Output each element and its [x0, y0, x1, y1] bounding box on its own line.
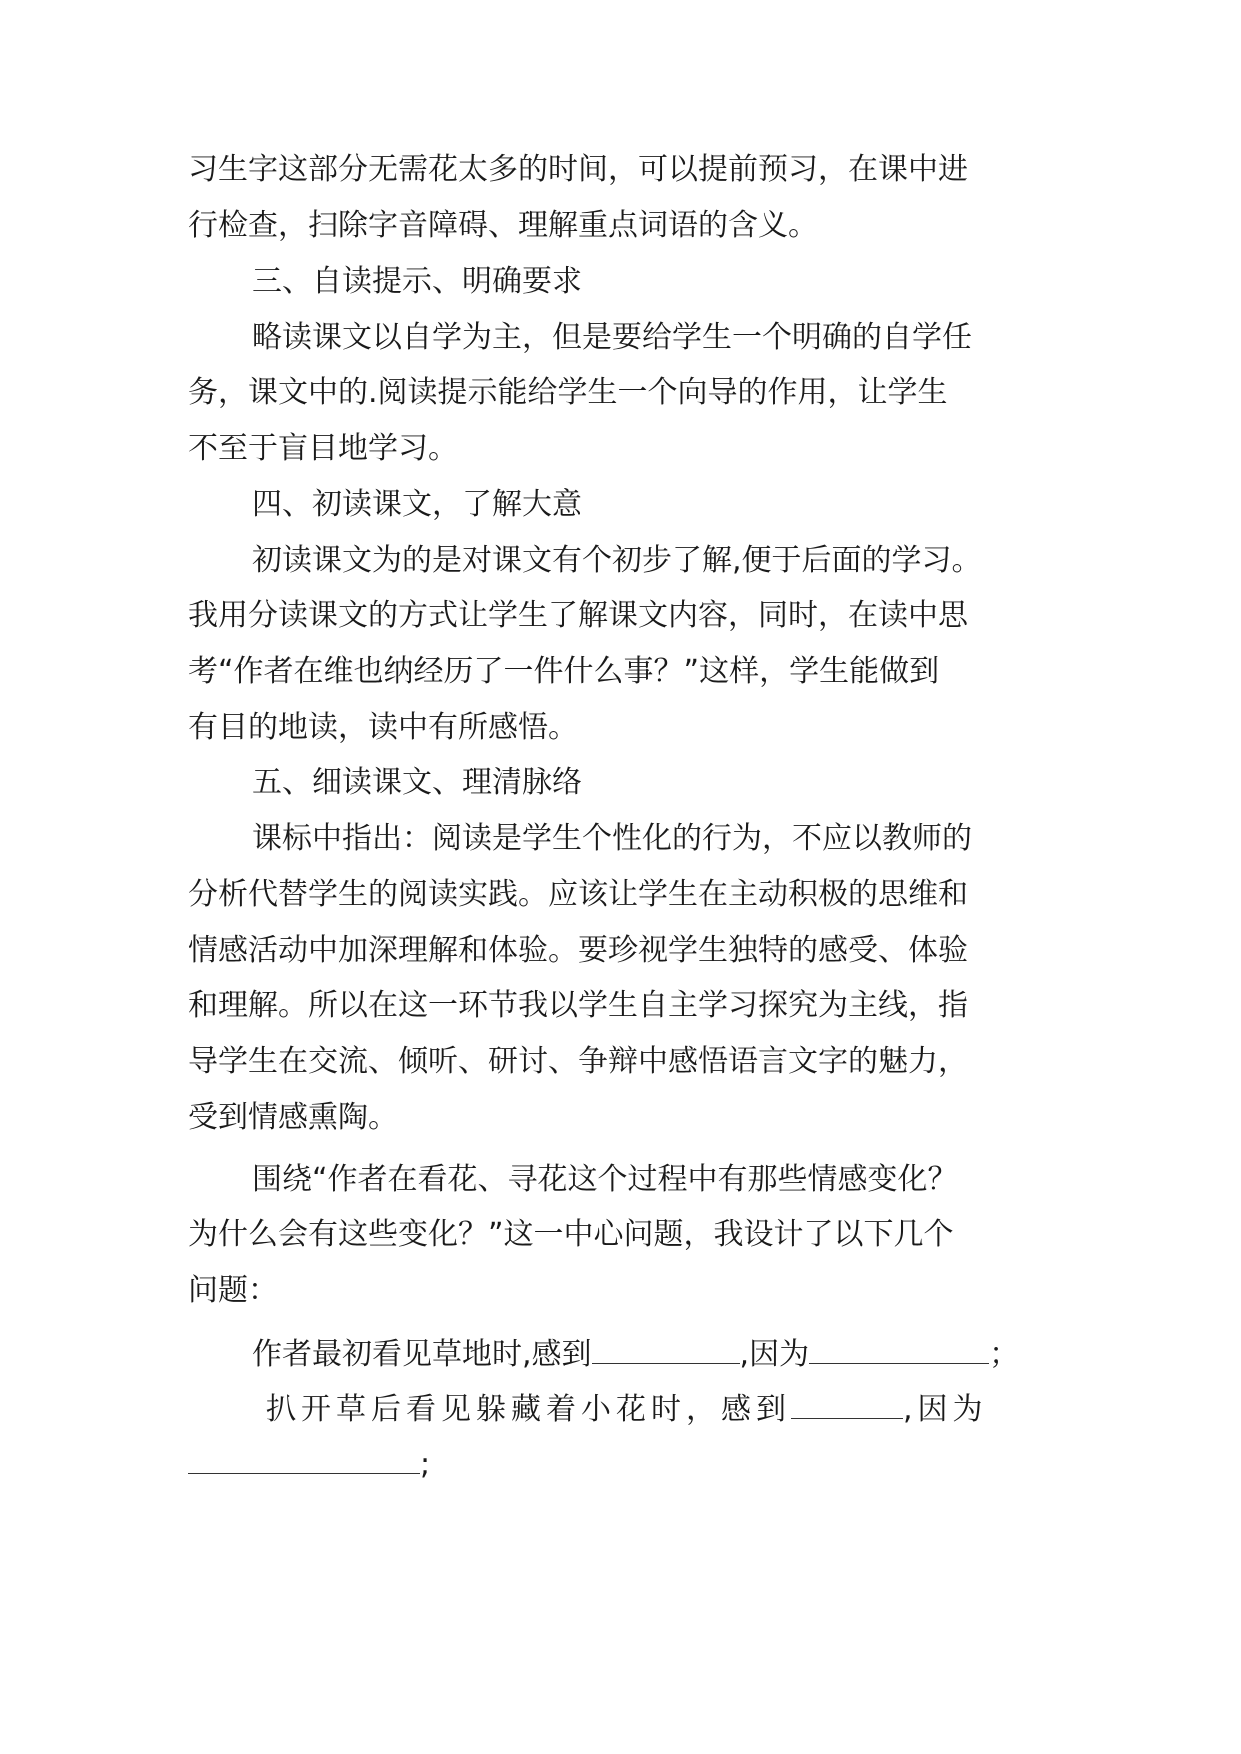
section-heading: 四、初读课文，了解大意 [252, 487, 582, 522]
fill-in-question-2 [266, 1388, 988, 1430]
answer-blank-2b [188, 1443, 420, 1474]
answer-blank-2a [791, 1388, 903, 1419]
paragraph-line: 课标中指出：阅读是学生个性化的行为，不应以教师的 [252, 821, 972, 856]
answer-blank-1a [592, 1333, 740, 1364]
question-2-end: ; [420, 1447, 431, 1482]
paragraph-line: 我用分读课文的方式让学生了解课文内容，同时，在读中思 [188, 598, 968, 633]
section-heading: 五、细读课文、理清脉络 [252, 765, 582, 800]
paragraph-line: 分析代替学生的阅读实践。应该让学生在主动积极的思维和 [188, 877, 968, 912]
question-1-mid: ,因为 [739, 1337, 810, 1372]
answer-blank-1b [809, 1333, 989, 1364]
paragraph-line: 和理解。所以在这一环节我以学生自主学习探究为主线，指 [188, 988, 968, 1023]
paragraph-line: 情感活动中加深理解和体验。要珍视学生独特的感受、体验 [188, 933, 968, 968]
paragraph-line: 略读课文以自学为主，但是要给学生一个明确的自学任 [252, 320, 972, 355]
paragraph-line: 行检查，扫除字音障碍、理解重点词语的含义。 [188, 208, 818, 243]
question-1-prefix: 作者最初看见草地时,感到 [252, 1337, 592, 1372]
section-heading: 三、自读提示、明确要求 [252, 264, 582, 299]
fill-in-question-1 [252, 1333, 1019, 1375]
paragraph-line: 导学生在交流、倾听、研讨、争辩中感悟语言文字的魅力， [188, 1044, 968, 1079]
paragraph-line: 为什么会有这些变化？”这一中心问题，我设计了以下几个 [188, 1217, 954, 1252]
paragraph-line: 问题： [188, 1273, 278, 1308]
paragraph-line: 初读课文为的是对课文有个初步了解,便于后面的学习。 [252, 543, 982, 578]
fill-in-question-2-continued [188, 1443, 430, 1485]
paragraph-line: 受到情感熏陶。 [188, 1100, 398, 1135]
paragraph-line: 习生字这部分无需花太多的时间，可以提前预习，在课中进 [188, 152, 968, 187]
question-1-end: ； [989, 1337, 1020, 1372]
paragraph-line: 务，课文中的.阅读提示能给学生一个向导的作用，让学生 [188, 375, 948, 410]
paragraph-line: 围绕“作者在看花、寻花这个过程中有那些情感变化？ [252, 1162, 958, 1197]
question-2-mid: ,因为 [903, 1392, 988, 1427]
paragraph-line: 有目的地读，读中有所感悟。 [188, 710, 578, 745]
paragraph-line: 考“作者在维也纳经历了一件什么事？”这样，学生能做到 [188, 654, 940, 689]
paragraph-line: 不至于盲目地学习。 [188, 431, 458, 466]
question-2-prefix: 扒开草后看见躲藏着小花时，感到 [266, 1392, 791, 1427]
